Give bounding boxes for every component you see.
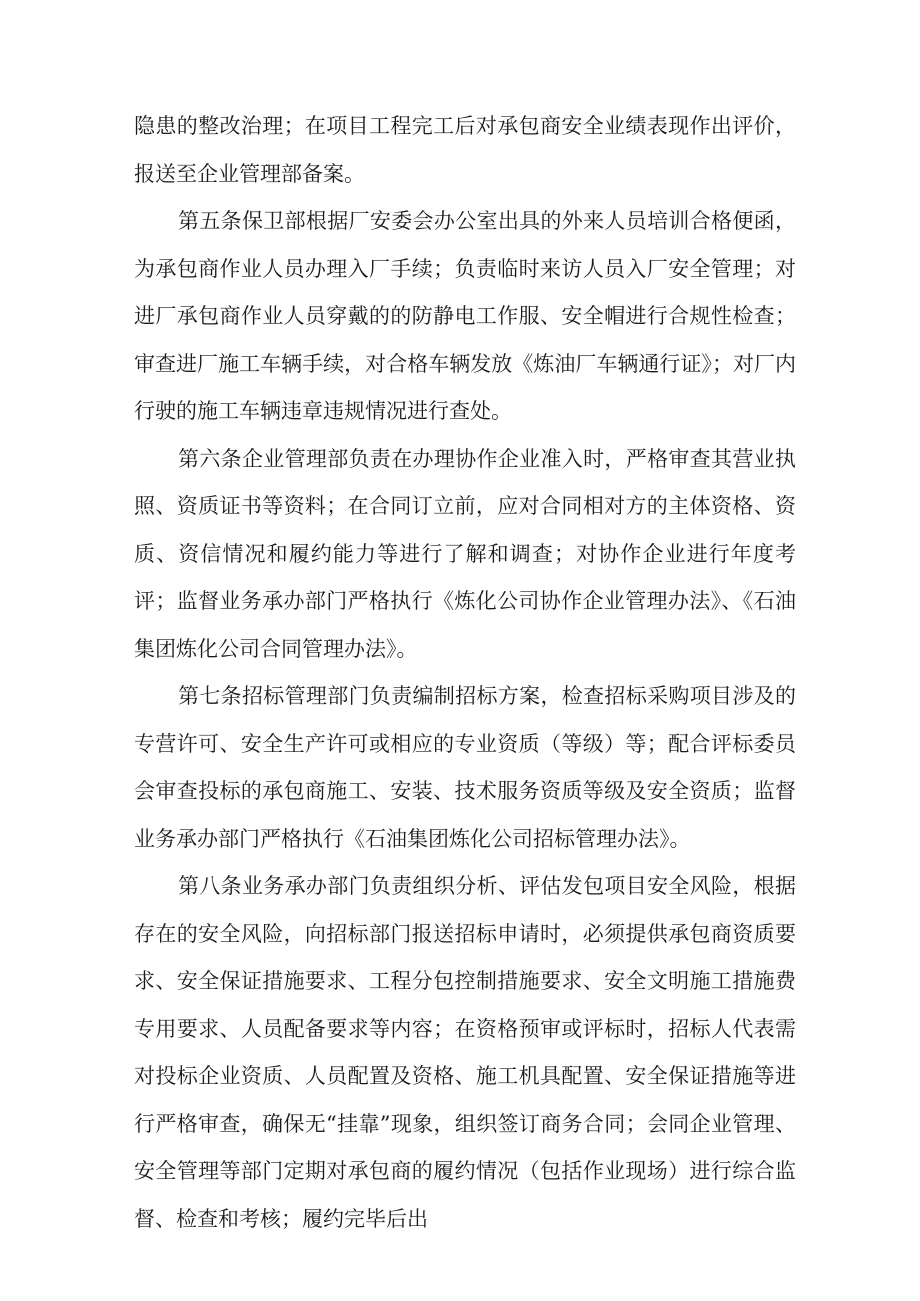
paragraph-continued: 隐患的整改治理；在项目工程完工后对承包商安全业绩表现作出评价，报送至企业管理部备案。	[134, 114, 796, 186]
paragraph-article-6: 第六条企业管理部负责在办理协作企业准入时，严格审查其营业执照、资质证书等资料；在合同订立前，应对合同相对方的主体资格、资质、资信情况和履约能力等进行了解和调查；对协作企业进行年度考评；监督业务承办部门严格执行《炼化公司协作企业管理办法》、《石油集团炼化公司合同管理办法》。	[134, 446, 796, 661]
paragraph-article-7: 第七条招标管理部门负责编制招标方案，检查招标采购项目涉及的专营许可、安全生产许可或相应的专业资质（等级）等；配合评标委员会审查投标的承包商施工、安装、技术服务资质等级及安全资质；监督业务承办部门严格执行《石油集团炼化公司招标管理办法》。	[134, 684, 796, 851]
paragraph-article-5: 第五条保卫部根据厂安委会办公室出具的外来人员培训合格便函，为承包商作业人员办理入厂手续；负责临时来访人员入厂安全管理；对进厂承包商作业人员穿戴的的防静电工作服、安全帽进行合规性检查；审查进厂施工车辆手续，对合格车辆发放《炼油厂车辆通行证》；对厂内行驶的施工车辆违章违规情况进行查处。	[134, 209, 796, 423]
paragraph-article-8: 第八条业务承办部门负责组织分析、评估发包项目安全风险，根据存在的安全风险，向招标部门报送招标申请时，必须提供承包商资质要求、安全保证措施要求、工程分包控制措施要求、安全文明施工措施费专用要求、人员配备要求等内容；在资格预审或评标时，招标人代表需对投标企业资质、人员配置及资格、施工机具配置、安全保证措施等进行严格审查，确保无“挂靠”现象，组织签订商务合同；会同企业管理、安全管理等部门定期对承包商的履约情况（包括作业现场）进行综合监督、检查和考核；履约完毕后出	[134, 874, 796, 1231]
document-body	[134, 103, 796, 1243]
